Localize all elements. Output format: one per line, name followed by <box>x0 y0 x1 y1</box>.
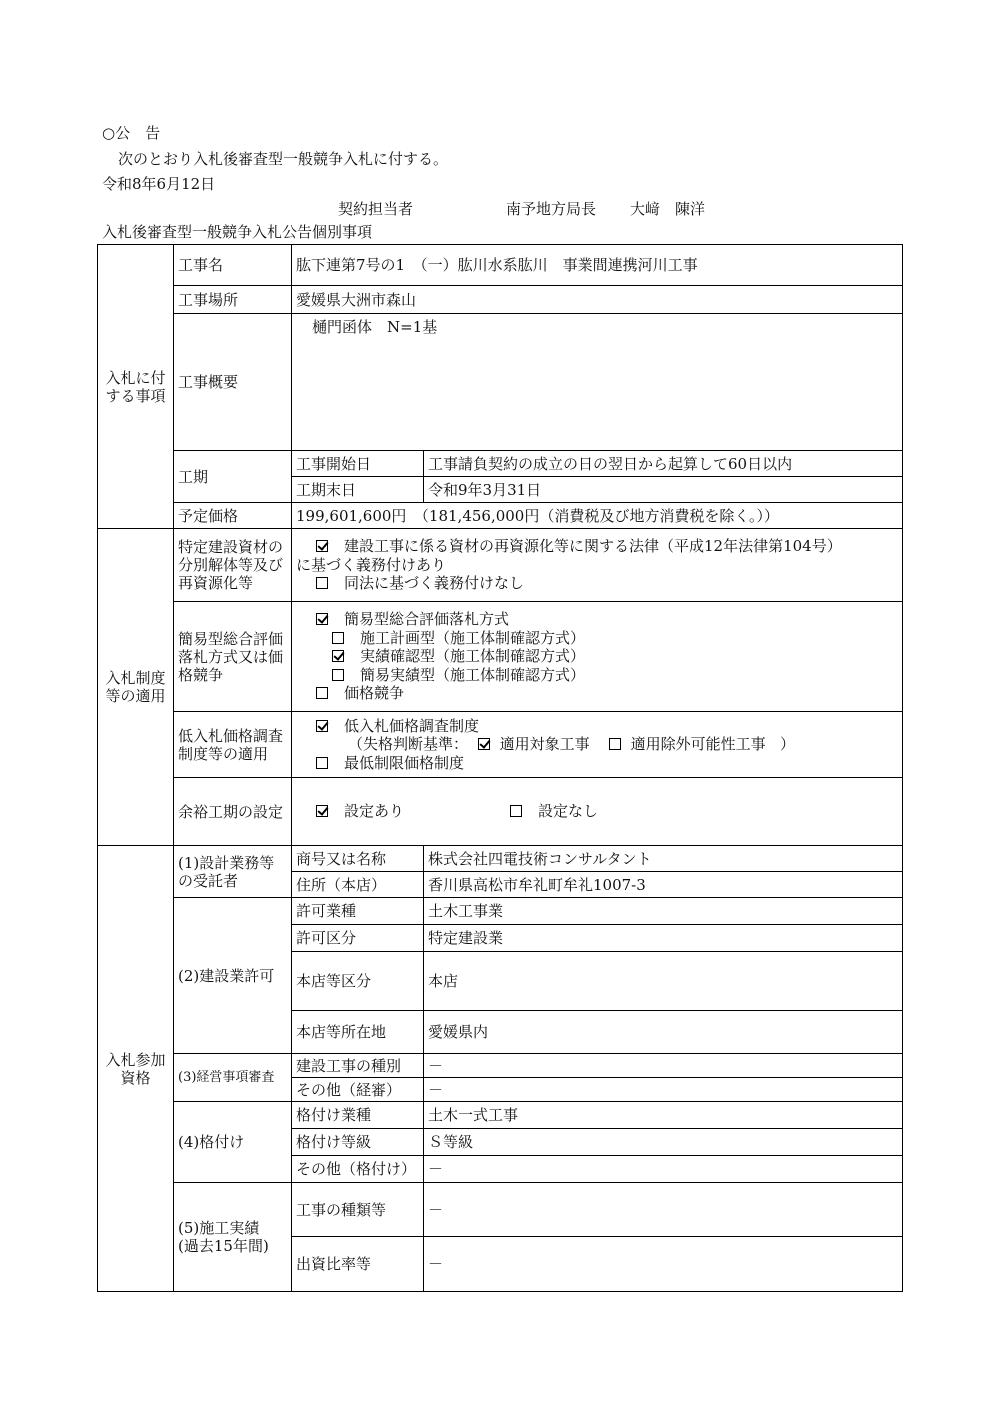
spare-opt2-checkbox[interactable] <box>510 805 522 817</box>
contractor-name: 大﨑 陳洋 <box>630 200 706 218</box>
low-criteria-a: 適用対象工事 <box>499 735 590 754</box>
hq-class: 本店 <box>424 952 903 1011</box>
contractor-label: 契約担当者 <box>338 200 414 218</box>
review-label: (3)経営事項審査 <box>174 1054 292 1102</box>
start-value: 工事請負契約の成立の日の翌日から起算して60日以内 <box>424 451 903 477</box>
project-name: 肱下連第7号の1 （一）肱川水系肱川 事業間連携河川工事 <box>292 245 903 286</box>
low-options <box>292 712 903 778</box>
rank-grade-label: 格付け等級 <box>292 1129 424 1156</box>
rank-type-label: 格付け業種 <box>292 1102 424 1129</box>
rank-label: (4)格付け <box>174 1102 292 1183</box>
rank-other: － <box>424 1156 903 1183</box>
location-label: 工事場所 <box>174 286 292 314</box>
low-opt2-checkbox[interactable] <box>316 757 328 769</box>
low-criteria-b: 適用除外可能性工事 <box>630 735 766 754</box>
recycle-options <box>292 529 903 602</box>
price-label: 予定価格 <box>174 503 292 529</box>
low-criteria-a-checkbox[interactable] <box>478 738 490 750</box>
permit-type-label: 許可業種 <box>292 898 424 925</box>
rank-grade: Ｓ等級 <box>424 1129 903 1156</box>
permit-class: 特定建設業 <box>424 925 903 952</box>
summary-value: 樋門函体 N=1基 <box>292 314 903 451</box>
recycle-opt1-line2: に基づく義務付けあり <box>296 555 447 574</box>
contractor-role: 南予地方局長 <box>506 200 597 218</box>
section1-title: 入札に付する事項 <box>98 245 174 529</box>
notice-heading: ○公 告 <box>102 124 161 142</box>
price-value: 199,601,600円 （181,456,000円（消費税及び地方消費税を除く。）） <box>292 503 903 529</box>
low-opt1: 低入札価格調査制度 <box>344 716 480 735</box>
eval-sub2-checkbox[interactable] <box>332 650 344 662</box>
location-value: 愛媛県大洲市森山 <box>292 286 903 314</box>
notice-date: 令和8年6月12日 <box>102 175 216 193</box>
review-kind: － <box>424 1054 903 1078</box>
project-name-label: 工事名 <box>174 245 292 286</box>
recycle-opt2: 同法に基づく義務付けなし <box>344 574 525 593</box>
low-label: 低入札価格調査制度等の適用 <box>174 712 292 778</box>
record-ratio: － <box>424 1237 903 1292</box>
permit-class-label: 許可区分 <box>292 925 424 952</box>
rank-other-label: その他（格付け） <box>292 1156 424 1183</box>
spare-opt2: 設定なし <box>538 802 599 821</box>
end-value: 令和9年3月31日 <box>424 477 903 503</box>
hq-class-label: 本店等区分 <box>292 952 424 1011</box>
review-kind-label: 建設工事の種別 <box>292 1054 424 1078</box>
design-addr: 香川県高松市牟礼町牟礼1007-3 <box>424 872 903 898</box>
spare-label: 余裕工期の設定 <box>174 778 292 846</box>
record-kind: － <box>424 1183 903 1237</box>
permit-type: 土木工事業 <box>424 898 903 925</box>
design-name-label: 商号又は名称 <box>292 846 424 872</box>
eval-sub1-checkbox[interactable] <box>332 632 344 644</box>
record-kind-label: 工事の種類等 <box>292 1183 424 1237</box>
period-label: 工期 <box>174 451 292 503</box>
summary-label: 工事概要 <box>174 314 292 451</box>
low-opt1-checkbox[interactable] <box>316 720 328 732</box>
contractor-line <box>338 199 705 219</box>
recycle-opt1-checkbox[interactable] <box>316 540 328 552</box>
review-other: － <box>424 1078 903 1102</box>
recycle-opt2-checkbox[interactable] <box>316 577 328 589</box>
recycle-label: 特定建設資材の分別解体等及び再資源化等 <box>174 529 292 602</box>
rank-type: 土木一式工事 <box>424 1102 903 1129</box>
section2-title: 入札制度等の適用 <box>98 529 174 846</box>
record-label <box>174 1183 292 1292</box>
eval-sub3-checkbox[interactable] <box>332 669 344 681</box>
record-label-1: (5)施工実績 <box>178 1219 260 1237</box>
review-other-label: その他（経審） <box>292 1078 424 1102</box>
record-ratio-label: 出資比率等 <box>292 1237 424 1292</box>
spare-opt1-checkbox[interactable] <box>316 805 328 817</box>
design-label: (1)設計業務等の受託者 <box>174 846 292 898</box>
notice-table <box>97 244 903 1292</box>
eval-opt2-checkbox[interactable] <box>316 687 328 699</box>
eval-options <box>292 602 903 712</box>
record-label-2: (過去15年間) <box>178 1237 269 1255</box>
low-criteria-prefix: （失格判断基準： <box>348 735 469 754</box>
permit-label: (2)建設業許可 <box>174 898 292 1054</box>
hq-loc-label: 本店等所在地 <box>292 1011 424 1054</box>
eval-opt2: 価格競争 <box>344 684 405 703</box>
document-title: 入札後審査型一般競争入札公告個別事項 <box>102 223 373 241</box>
design-name: 株式会社四電技術コンサルタント <box>424 846 903 872</box>
recycle-opt1-line1: 建設工事に係る資材の再資源化等に関する法律（平成12年法律第104号） <box>344 537 842 556</box>
low-criteria-b-checkbox[interactable] <box>609 738 621 750</box>
low-criteria-suffix: ） <box>779 735 795 754</box>
low-opt2: 最低制限価格制度 <box>344 753 465 772</box>
design-addr-label: 住所（本店） <box>292 872 424 898</box>
eval-sub2: 実績確認型（施工体制確認方式） <box>360 647 586 666</box>
eval-label: 簡易型総合評価落札方式又は価格競争 <box>174 602 292 712</box>
eval-opt1: 簡易型総合評価落札方式 <box>344 610 510 629</box>
start-label: 工事開始日 <box>292 451 424 477</box>
eval-sub3: 簡易実績型（施工体制確認方式） <box>360 665 586 684</box>
end-label: 工期末日 <box>292 477 424 503</box>
notice-intro: 次のとおり入札後審査型一般競争入札に付する。 <box>118 150 449 168</box>
eval-opt1-checkbox[interactable] <box>316 613 328 625</box>
eval-sub1: 施工計画型（施工体制確認方式） <box>360 628 586 647</box>
spare-options <box>292 778 903 846</box>
spare-opt1: 設定あり <box>344 802 405 821</box>
hq-loc: 愛媛県内 <box>424 1011 903 1054</box>
section3-title: 入札参加資格 <box>98 846 174 1292</box>
